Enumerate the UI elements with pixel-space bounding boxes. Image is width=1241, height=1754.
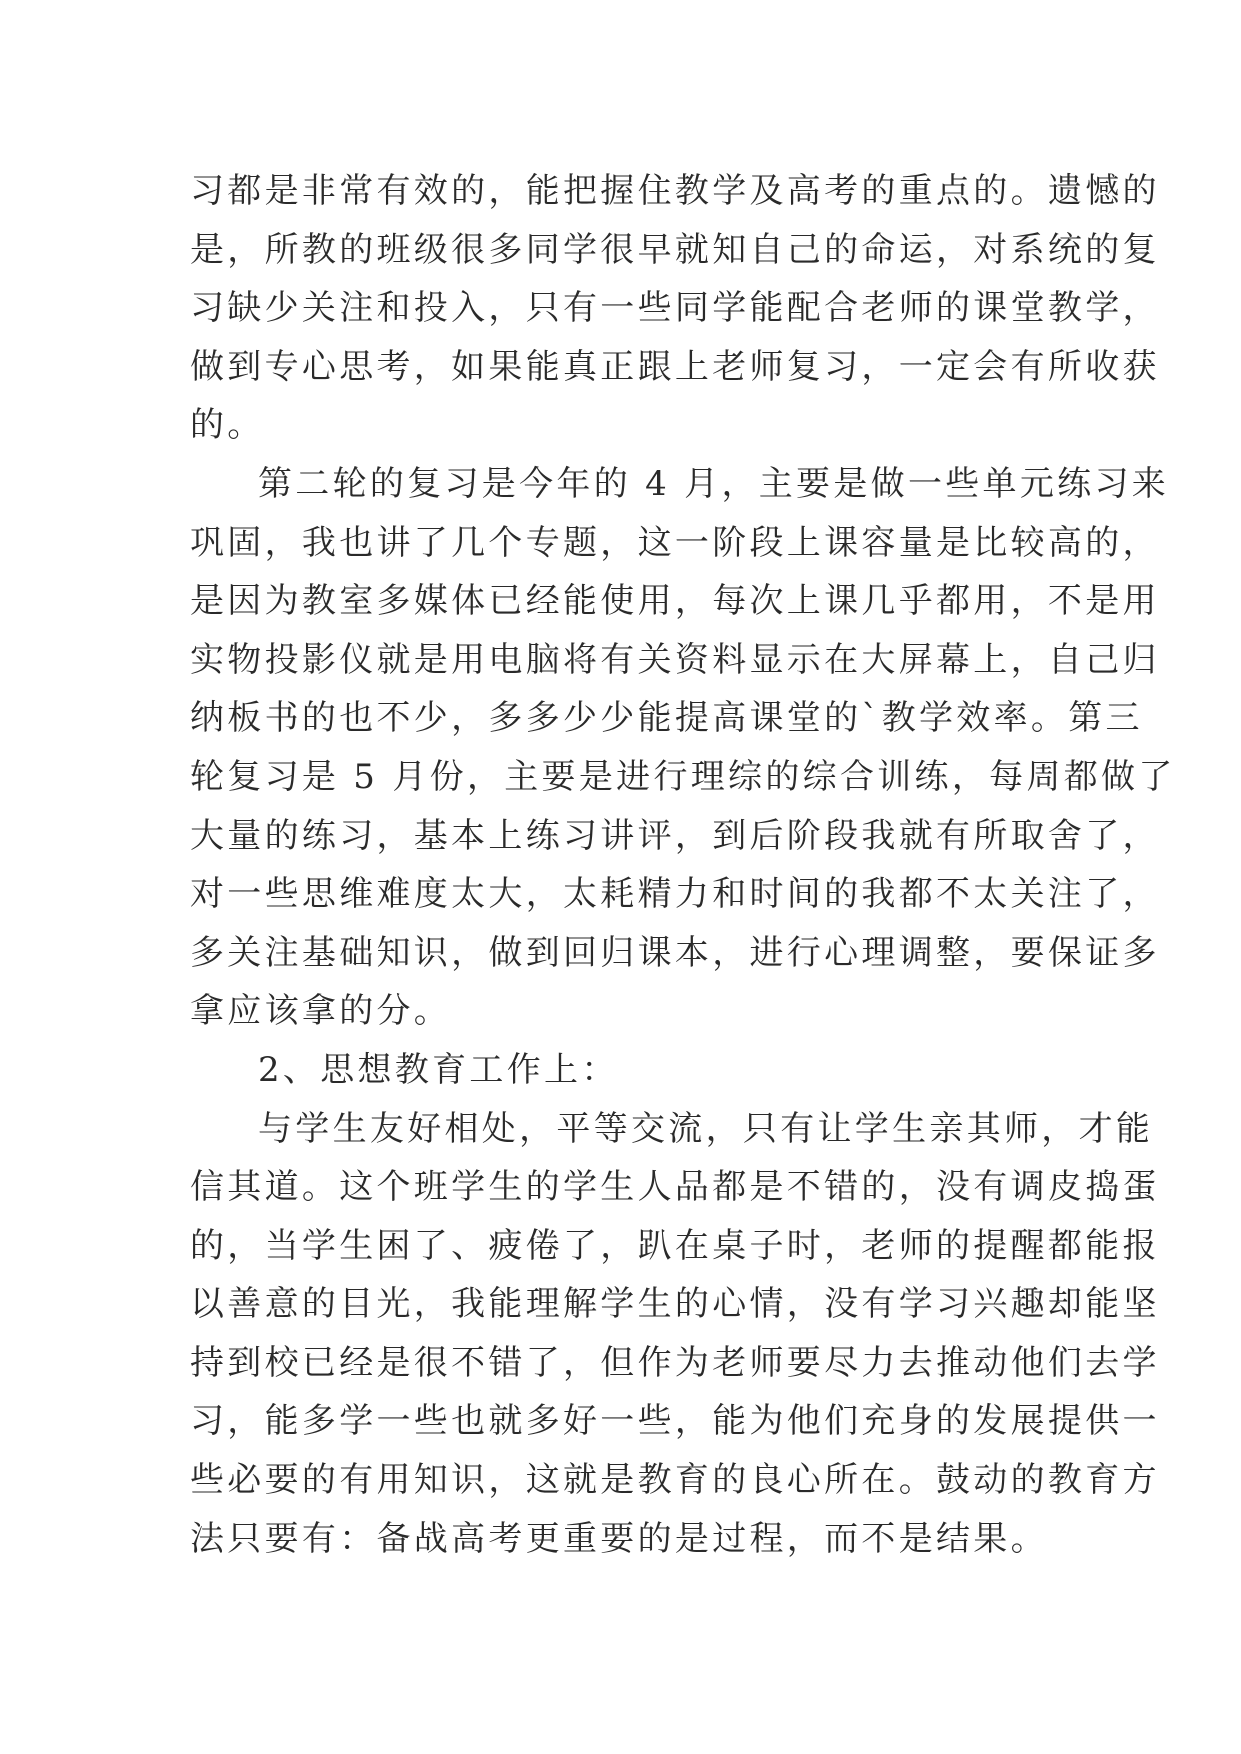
text-line: 是因为教室多媒体已经能使用，每次上课几乎都用，不是用 bbox=[190, 581, 1160, 622]
text-line: 多关注基础知识，做到回归课本，进行心理调整，要保证多 bbox=[190, 932, 1160, 973]
paragraph-start-line: 第二轮的复习是今年的 4 月，主要是做一些单元练习来 bbox=[258, 463, 1170, 504]
text-line: 习，能多学一些也就多好一些，能为他们充身的发展提供一 bbox=[190, 1401, 1160, 1442]
text-line: 纳板书的也不少，多多少少能提高课堂的`教学效率。第三 bbox=[190, 698, 1143, 739]
paragraph-start-line: 与学生友好相处，平等交流，只有让学生亲其师，才能 bbox=[258, 1108, 1154, 1149]
text-line: 对一些思维难度太大，太耗精力和时间的我都不太关注了， bbox=[190, 874, 1160, 915]
text-line: 以善意的目光，我能理解学生的心情，没有学习兴趣却能坚 bbox=[190, 1284, 1160, 1325]
text-line: 实物投影仪就是用电脑将有关资料显示在大屏幕上，自己归 bbox=[190, 639, 1160, 680]
text-line: 做到专心思考，如果能真正跟上老师复习，一定会有所收获 bbox=[190, 346, 1160, 387]
text-line: 的，当学生困了、疲倦了，趴在桌子时，老师的提醒都能报 bbox=[190, 1225, 1160, 1266]
text-line: 信其道。这个班学生的学生人品都是不错的，没有调皮捣蛋 bbox=[190, 1167, 1160, 1208]
text-line: 习缺少关注和投入，只有一些同学能配合老师的课堂教学， bbox=[190, 288, 1160, 329]
section-heading: 2、思想教育工作上： bbox=[258, 1049, 619, 1090]
text-line: 法只要有：备战高考更重要的是过程，而不是结果。 bbox=[190, 1518, 1048, 1559]
text-line: 是，所教的班级很多同学很早就知自己的命运，对系统的复 bbox=[190, 229, 1160, 270]
text-line: 持到校已经是很不错了，但作为老师要尽力去推动他们去学 bbox=[190, 1342, 1160, 1383]
text-line: 的。 bbox=[190, 405, 265, 446]
text-line: 巩固，我也讲了几个专题，这一阶段上课容量是比较高的， bbox=[190, 522, 1160, 563]
text-line: 轮复习是 5 月份，主要是进行理综的综合训练，每周都做了 bbox=[190, 756, 1176, 797]
text-line: 拿应该拿的分。 bbox=[190, 991, 452, 1032]
document-body bbox=[190, 162, 1176, 1568]
text-line: 大量的练习，基本上练习讲评，到后阶段我就有所取舍了， bbox=[190, 815, 1160, 856]
text-line: 些必要的有用知识，这就是教育的良心所在。鼓动的教育方 bbox=[190, 1460, 1160, 1501]
text-line: 习都是非常有效的，能把握住教学及高考的重点的。遗憾的 bbox=[190, 171, 1160, 211]
